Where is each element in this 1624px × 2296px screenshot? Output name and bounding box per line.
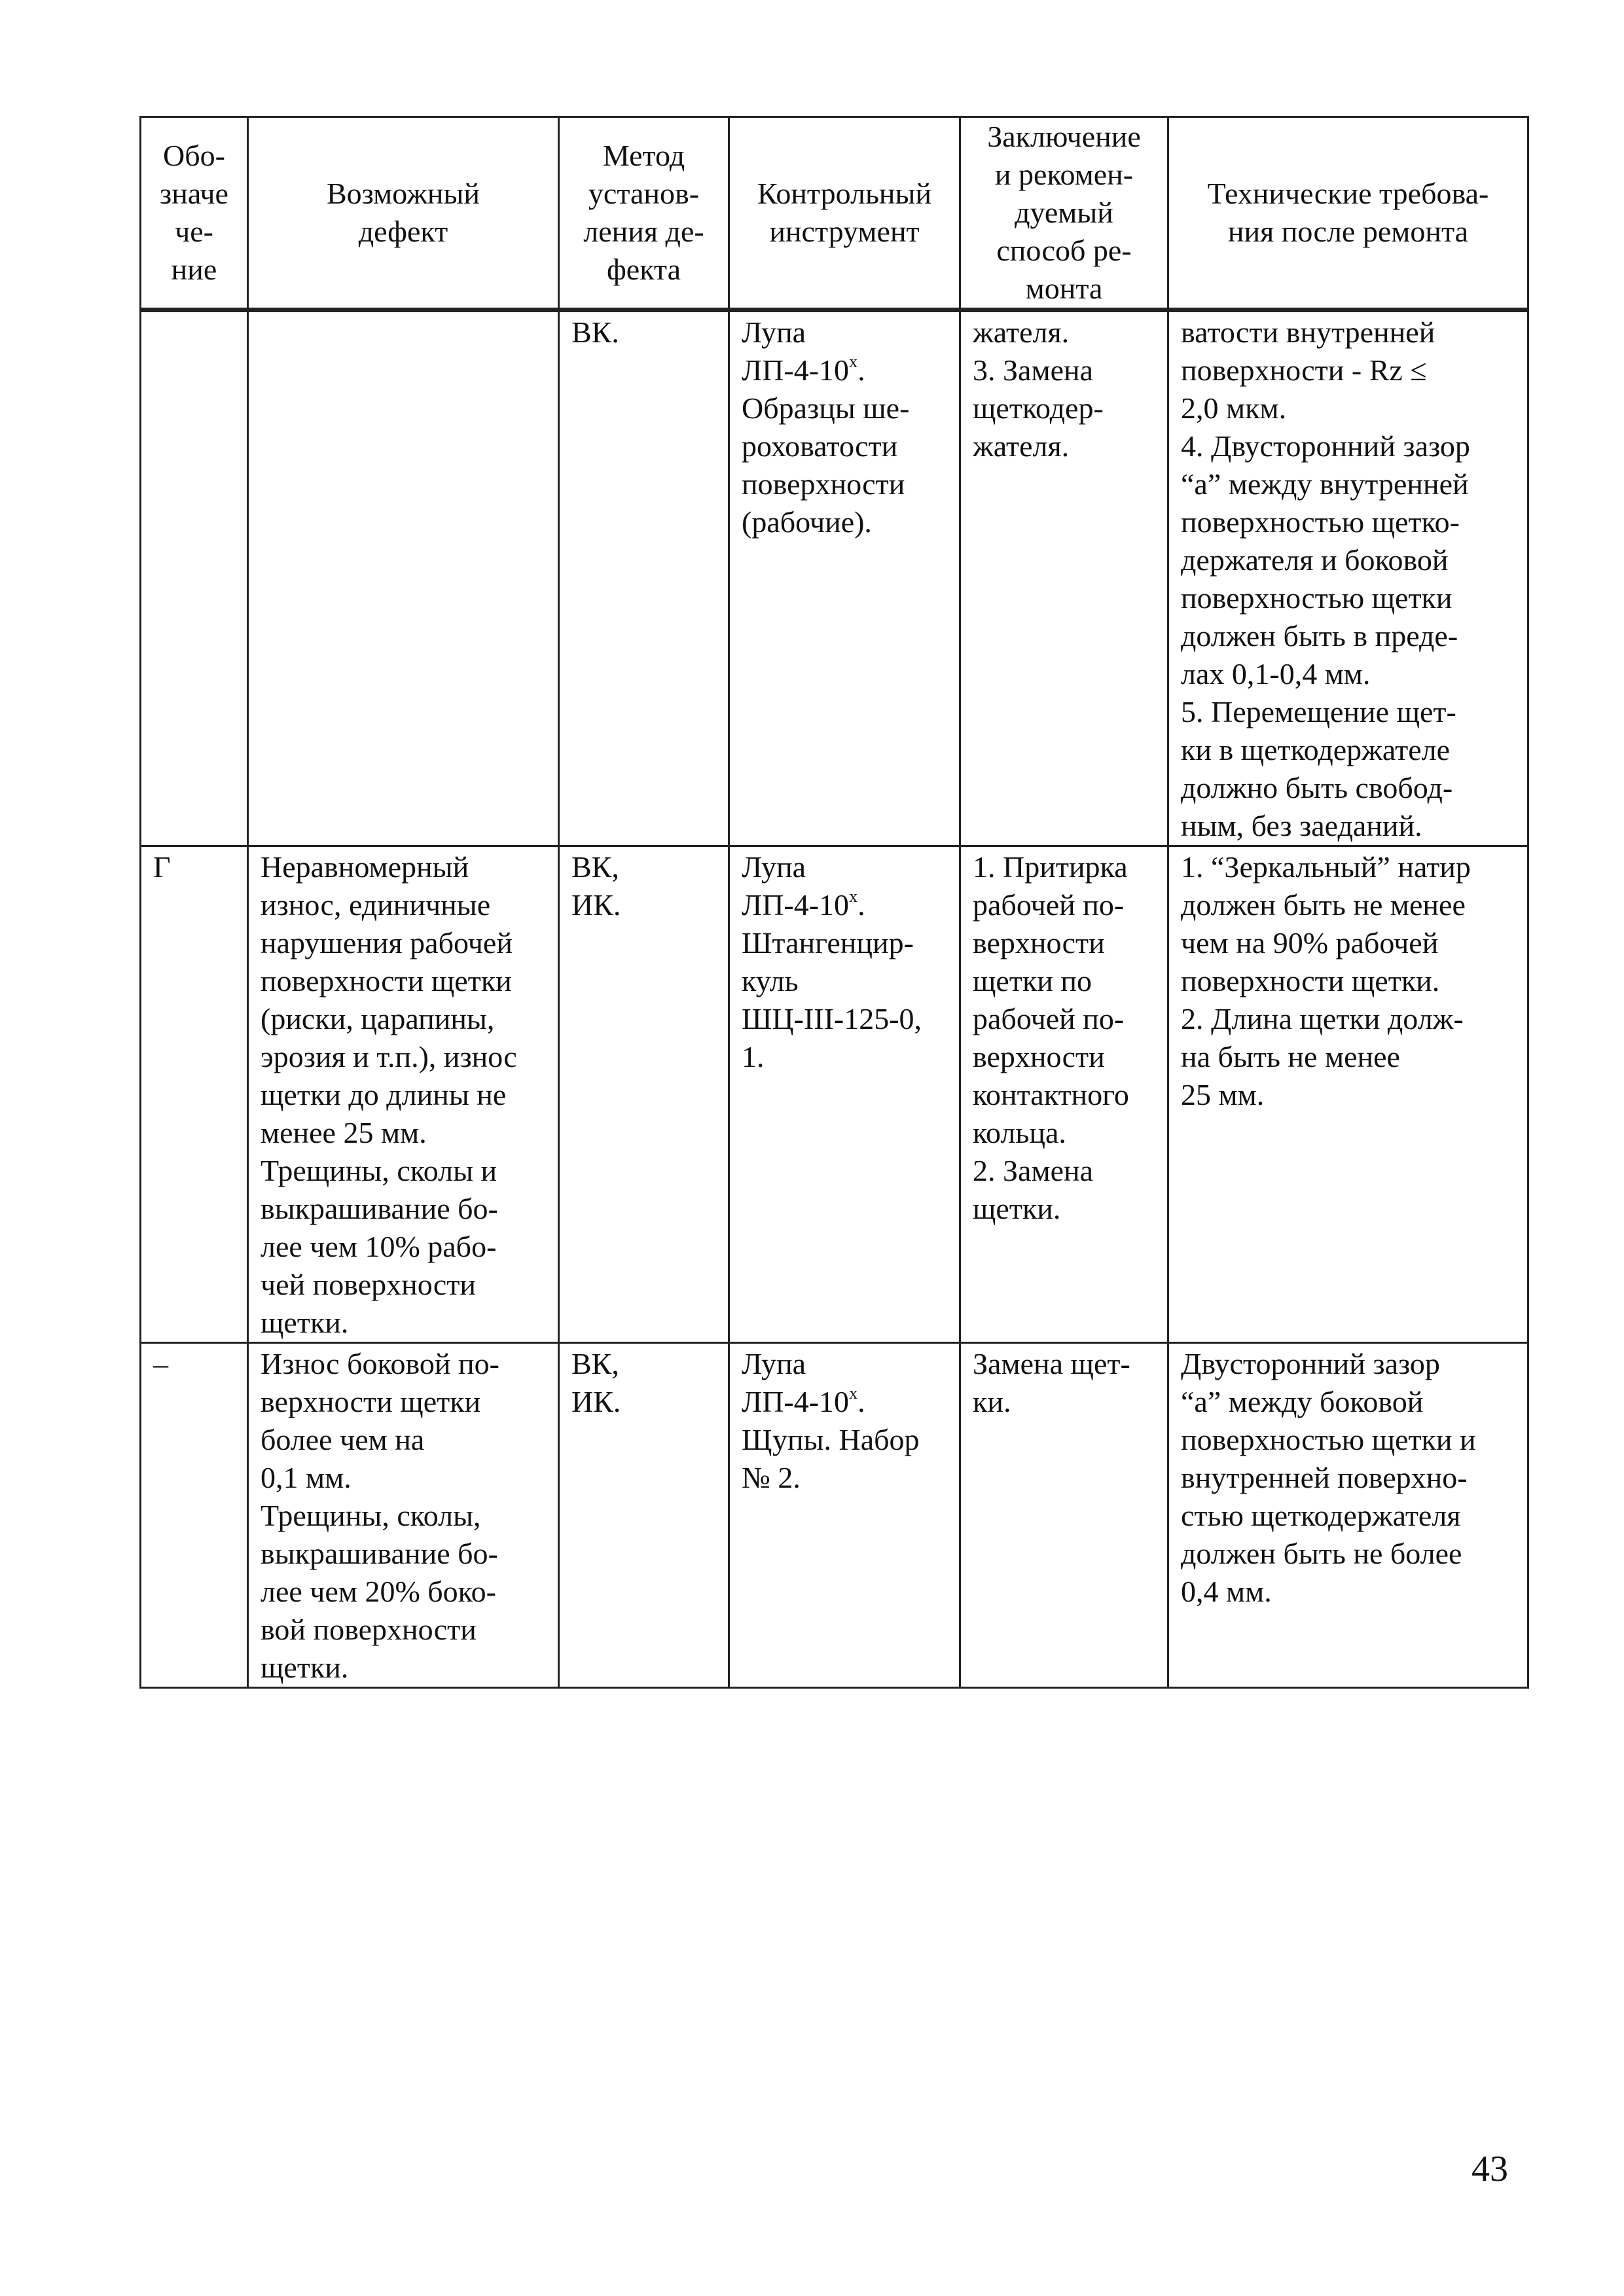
cell-method: ВК, ИК.	[559, 1343, 729, 1688]
tool-text-rest: . Образцы ше- роховатости поверхности (рабочие).	[742, 353, 910, 539]
cell-tool	[729, 846, 960, 1343]
header-requirements: Технические требова- ния после ремонта	[1168, 117, 1528, 310]
cell-method: ВК.	[559, 310, 729, 846]
cell-method: ВК, ИК.	[559, 846, 729, 1343]
tool-superscript: х	[849, 352, 858, 371]
header-tool: Контрольный инструмент	[729, 117, 960, 310]
defects-table	[139, 116, 1529, 1689]
header-defect: Возможный дефект	[248, 117, 559, 310]
cell-defect	[248, 310, 559, 846]
cell-requirements: Двусторонний зазор “а” между боковой поверхностью щетки и внутренней поверхно- стью щеткодержателя должен быть не более 0,4 мм.	[1168, 1343, 1528, 1688]
tool-text-rest: . Штангенцир- куль ШЦ-III-125-0, 1.	[742, 888, 922, 1073]
cell-defect: Неравномерный износ, единичные нарушения рабочей поверхности щетки (риски, царапины, эрозия и т.п.), износ щетки до длины не менее 25 мм. Трещины, сколы и выкрашивание бо- лее чем 10% рабо- чей поверхности щетки.	[248, 846, 559, 1343]
cell-designation: –	[141, 1343, 248, 1688]
cell-designation: Г	[141, 846, 248, 1343]
header-method: Метод установ- ления де- фекта	[559, 117, 729, 310]
tool-text-rest: . Щупы. Набор № 2.	[742, 1385, 920, 1494]
header-conclusion: Заключение и рекомен- дуемый способ ре- монта	[960, 117, 1168, 310]
cell-tool	[729, 1343, 960, 1688]
cell-tool	[729, 310, 960, 846]
tool-superscript: х	[849, 887, 858, 906]
cell-conclusion: 1. Притирка рабочей по- верхности щетки по рабочей по- верхности контактного кольца. 2. Замена щетки.	[960, 846, 1168, 1343]
table-header-row	[141, 117, 1528, 310]
page-number: 43	[1471, 2149, 1508, 2189]
cell-conclusion: Замена щет- ки.	[960, 1343, 1168, 1688]
table-row	[141, 310, 1528, 846]
tool-text: Лупа ЛП-4-10	[742, 850, 850, 922]
cell-requirements: ватости внутренней поверхности - Rz ≤ 2,0 мкм. 4. Двусторонний зазор “а” между внутренней поверхностью щетко- держателя и боковой поверхностью щетки должен быть в преде- лах 0,1-0,4 мм. 5. Перемещение щет- ки в щеткодержателе должно быть свобод- ным, без заеданий.	[1168, 310, 1528, 846]
table-row	[141, 1343, 1528, 1688]
tool-text: Лупа ЛП-4-10	[742, 315, 850, 387]
cell-designation	[141, 310, 248, 846]
cell-defect: Износ боковой по- верхности щетки более чем на 0,1 мм. Трещины, сколы, выкрашивание бо- лее чем 20% боко- вой поверхности щетки.	[248, 1343, 559, 1688]
header-designation: Обо- значе че- ние	[141, 117, 248, 310]
tool-superscript: х	[849, 1384, 858, 1403]
cell-conclusion: жателя. 3. Замена щеткодер- жателя.	[960, 310, 1168, 846]
tool-text: Лупа ЛП-4-10	[742, 1347, 850, 1418]
cell-requirements: 1. “Зеркальный” натир должен быть не менее чем на 90% рабочей поверхности щетки. 2. Длина щетки долж- на быть не менее 25 мм.	[1168, 846, 1528, 1343]
table-row	[141, 846, 1528, 1343]
